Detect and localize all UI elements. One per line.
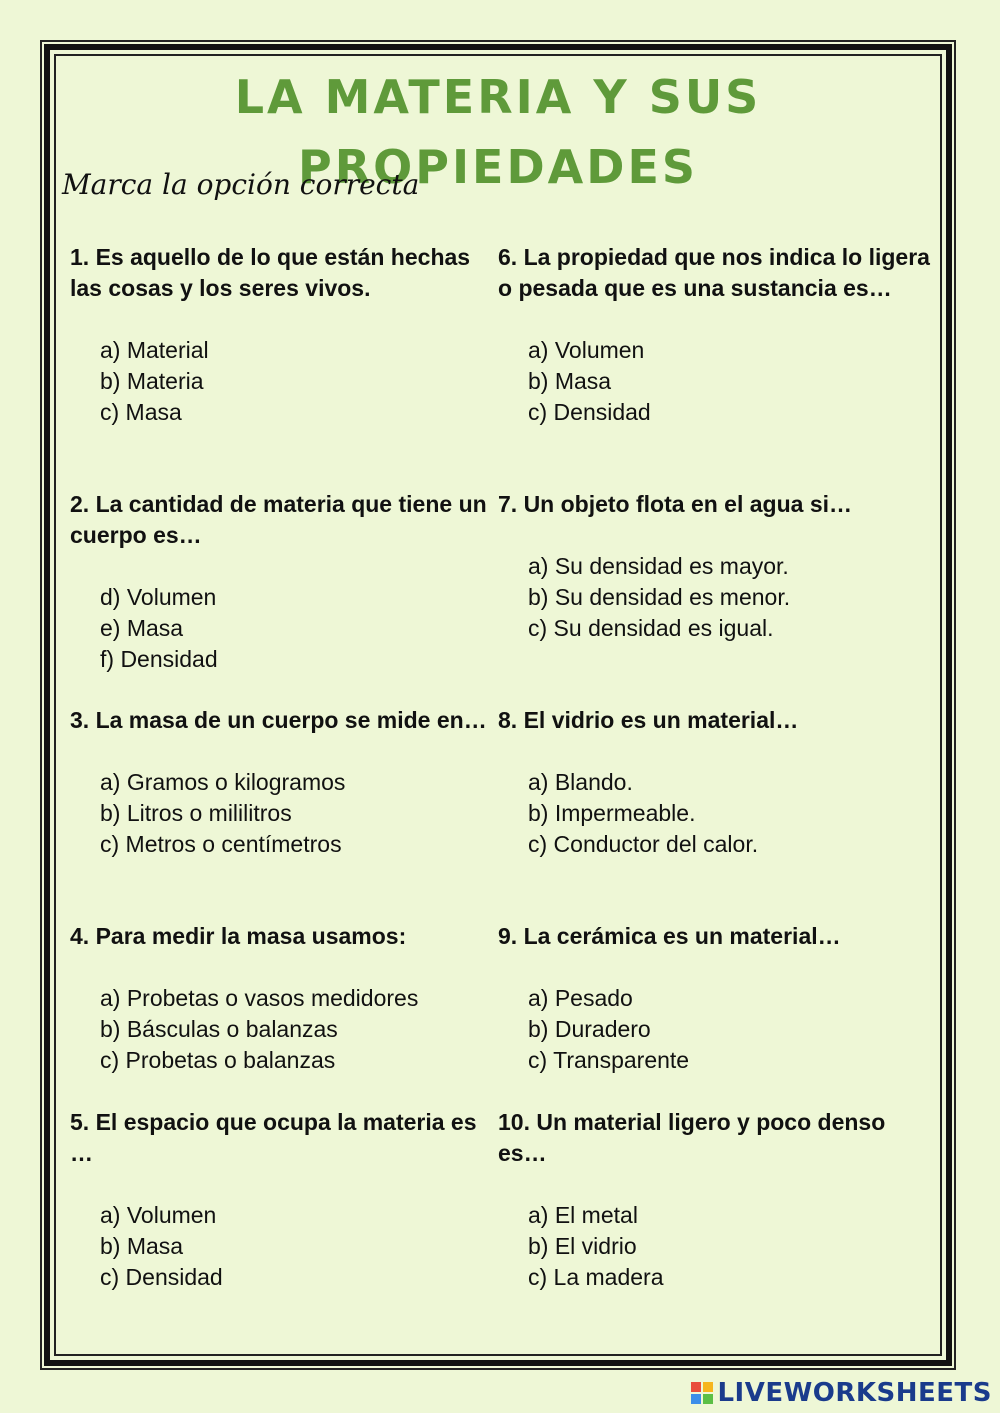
option-c[interactable]: c) Densidad (100, 1264, 223, 1290)
option-a[interactable]: a) Gramos o kilogramos (100, 769, 346, 795)
question-text: 6. La propiedad que nos indica lo ligera o pesada que es una sustancia es… (498, 244, 930, 301)
option-b[interactable]: b) Impermeable. (528, 800, 696, 826)
question-6 (498, 242, 930, 428)
option-f[interactable]: f) Densidad (100, 646, 218, 672)
option-c[interactable]: c) Su densidad es igual. (528, 615, 774, 641)
question-text: 1. Es aquello de lo que están hechas las cosas y los seres vivos. (70, 244, 471, 301)
option-b[interactable]: b) El vidrio (528, 1233, 637, 1259)
question-3 (70, 705, 490, 860)
liveworksheets-logo-icon (691, 1382, 713, 1404)
option-a[interactable]: a) Blando. (528, 769, 633, 795)
option-b[interactable]: b) Masa (100, 1233, 184, 1259)
option-c[interactable]: c) La madera (528, 1264, 664, 1290)
page-title: LA MATERIA Y SUS PROPIEDADES (234, 70, 762, 194)
option-a[interactable]: a) Volumen (100, 1202, 217, 1228)
option-b[interactable]: b) Básculas o balanzas (100, 1016, 338, 1042)
question-5 (70, 1107, 490, 1293)
option-a[interactable]: a) El metal (528, 1202, 638, 1228)
option-d[interactable]: d) Volumen (100, 584, 217, 610)
option-a[interactable]: a) Volumen (528, 337, 645, 363)
question-9 (498, 921, 930, 1076)
option-c[interactable]: c) Conductor del calor. (528, 831, 759, 857)
question-text: 3. La masa de un cuerpo se mide en… (70, 707, 487, 733)
option-a[interactable]: a) Probetas o vasos medidores (100, 985, 419, 1011)
option-e[interactable]: e) Masa (100, 615, 184, 641)
question-2 (70, 489, 490, 675)
question-10 (498, 1107, 930, 1293)
option-b[interactable]: b) Duradero (528, 1016, 651, 1042)
question-text: 5. El espacio que ocupa la materia es … (70, 1109, 477, 1166)
option-a[interactable]: a) Material (100, 337, 209, 363)
option-c[interactable]: c) Probetas o balanzas (100, 1047, 336, 1073)
question-text: 10. Un material ligero y poco denso es… (498, 1109, 886, 1166)
question-text: 4. Para medir la masa usamos: (70, 923, 407, 949)
question-text: 9. La cerámica es un material… (498, 923, 841, 949)
question-text: 7. Un objeto flota en el agua si… (498, 491, 852, 517)
question-7 (498, 489, 930, 644)
option-c[interactable]: c) Masa (100, 399, 182, 425)
option-c[interactable]: c) Metros o centímetros (100, 831, 342, 857)
liveworksheets-logo (691, 1378, 992, 1408)
option-b[interactable]: b) Masa (528, 368, 612, 394)
option-b[interactable]: b) Litros o mililitros (100, 800, 292, 826)
option-b[interactable]: b) Su densidad es menor. (528, 584, 791, 610)
instruction-text: Marca la opción correcta (62, 168, 420, 201)
option-c[interactable]: c) Transparente (528, 1047, 690, 1073)
question-text: 8. El vidrio es un material… (498, 707, 799, 733)
question-8 (498, 705, 930, 860)
question-4 (70, 921, 490, 1076)
question-text: 2. La cantidad de materia que tiene un cuerpo es… (70, 491, 487, 548)
option-b[interactable]: b) Materia (100, 368, 204, 394)
option-a[interactable]: a) Pesado (528, 985, 633, 1011)
question-1 (70, 242, 490, 428)
option-a[interactable]: a) Su densidad es mayor. (528, 553, 789, 579)
logo-text: LIVEWORKSHEETS (717, 1378, 992, 1408)
option-c[interactable]: c) Densidad (528, 399, 651, 425)
